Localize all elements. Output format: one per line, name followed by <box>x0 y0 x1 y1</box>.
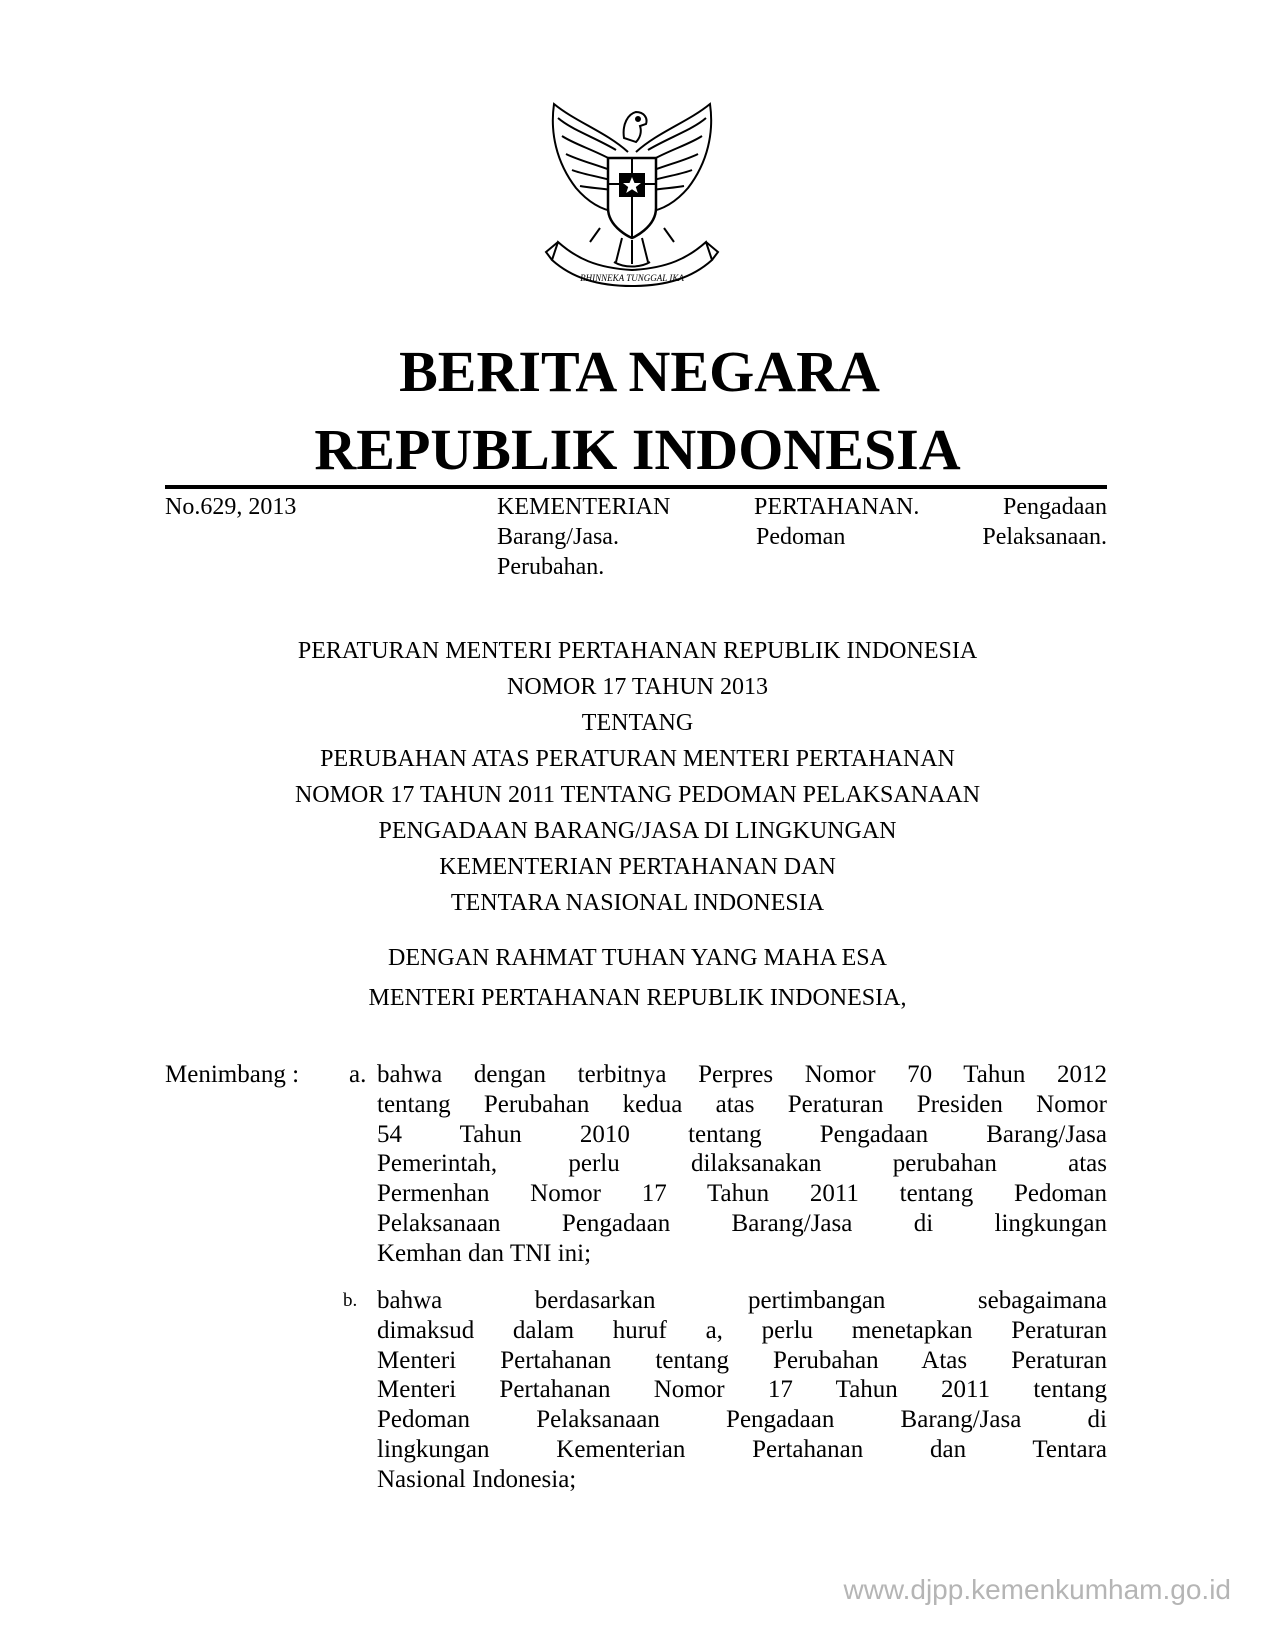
regulation-heading-line: PERATURAN MENTERI PERTAHANAN REPUBLIK INDONESIA <box>297 638 978 664</box>
opening-line: DENGAN RAHMAT TUHAN YANG MAHA ESA <box>388 945 887 971</box>
considering-label: Menimbang : <box>165 1061 300 1088</box>
source-watermark: www.djpp.kemenkumham.go.id <box>843 1574 1231 1605</box>
regulation-heading-line: TENTARA NASIONAL INDONESIA <box>450 890 825 916</box>
item-line: Pemerintah, perlu dilaksanakan perubahan atas <box>377 1150 1107 1178</box>
regulation-heading-line: KEMENTERIAN PERTAHANAN DAN <box>439 854 836 880</box>
item-line: Menteri Pertahanan Nomor 17 Tahun 2011 tentang <box>377 1376 1107 1404</box>
emblem-motto: BHINNEKA TUNGGAL IKA <box>580 273 684 283</box>
gazette-subject-line: KEMENTERIAN PERTAHANAN. Pengadaan <box>497 494 1107 520</box>
item-line: lingkungan Kementerian Pertahanan dan Tentara <box>377 1435 1107 1463</box>
considering-item <box>377 1286 1107 1495</box>
item-line: Pelaksanaan Pengadaan Barang/Jasa di lingkungan <box>377 1209 1107 1237</box>
regulation-heading-line: PENGADAAN BARANG/JASA DI LINGKUNGAN <box>378 818 897 844</box>
item-line: 54 Tahun 2010 tentang Pengadaan Barang/Jasa <box>377 1120 1107 1148</box>
regulation-heading-line: TENTANG <box>581 710 694 736</box>
considering-item <box>377 1060 1107 1269</box>
title-divider <box>165 485 1107 489</box>
item-line: bahwa dengan terbitnya Perpres Nomor 70 Tahun 2012 <box>377 1061 1107 1088</box>
item-letter: a. <box>349 1061 367 1088</box>
opening-formula <box>0 938 1275 1018</box>
gazette-title-line1: BERITA NEGARA <box>399 339 880 404</box>
item-line: Nasional Indonesia; <box>377 1465 577 1493</box>
gazette-subject-line: Perubahan. <box>497 554 605 580</box>
item-line: tentang Perubahan kedua atas Peraturan Presiden Nomor <box>377 1090 1107 1118</box>
garuda-emblem-icon <box>536 92 728 292</box>
regulation-heading-line: NOMOR 17 TAHUN 2013 <box>507 674 768 700</box>
regulation-heading-line: PERUBAHAN ATAS PERATURAN MENTERI PERTAHANAN <box>320 746 955 772</box>
gazette-title-line2: REPUBLIK INDONESIA <box>314 417 961 482</box>
item-line: Kemhan dan TNI ini; <box>377 1239 592 1267</box>
regulation-heading-line: NOMOR 17 TAHUN 2011 TENTANG PEDOMAN PELAKSANAAN <box>294 782 981 808</box>
item-letter: b. <box>343 1290 358 1311</box>
item-line: Menteri Pertahanan tentang Perubahan Atas Peraturan <box>377 1346 1107 1374</box>
regulation-heading <box>0 633 1275 921</box>
item-line: bahwa berdasarkan pertimbangan sebagaimana <box>377 1287 1107 1314</box>
gazette-subject <box>497 492 1107 582</box>
item-line: Pedoman Pelaksanaan Pengadaan Barang/Jasa di <box>377 1406 1107 1434</box>
gazette-number: No.629, 2013 <box>165 494 297 520</box>
item-line: Permenhan Nomor 17 Tahun 2011 tentang Pedoman <box>377 1180 1107 1208</box>
gazette-subject-line: Barang/Jasa. Pedoman Pelaksanaan. <box>497 524 1107 550</box>
item-line: dimaksud dalam huruf a, perlu menetapkan Peraturan <box>377 1316 1107 1344</box>
opening-line: MENTERI PERTAHANAN REPUBLIK INDONESIA, <box>368 985 907 1011</box>
